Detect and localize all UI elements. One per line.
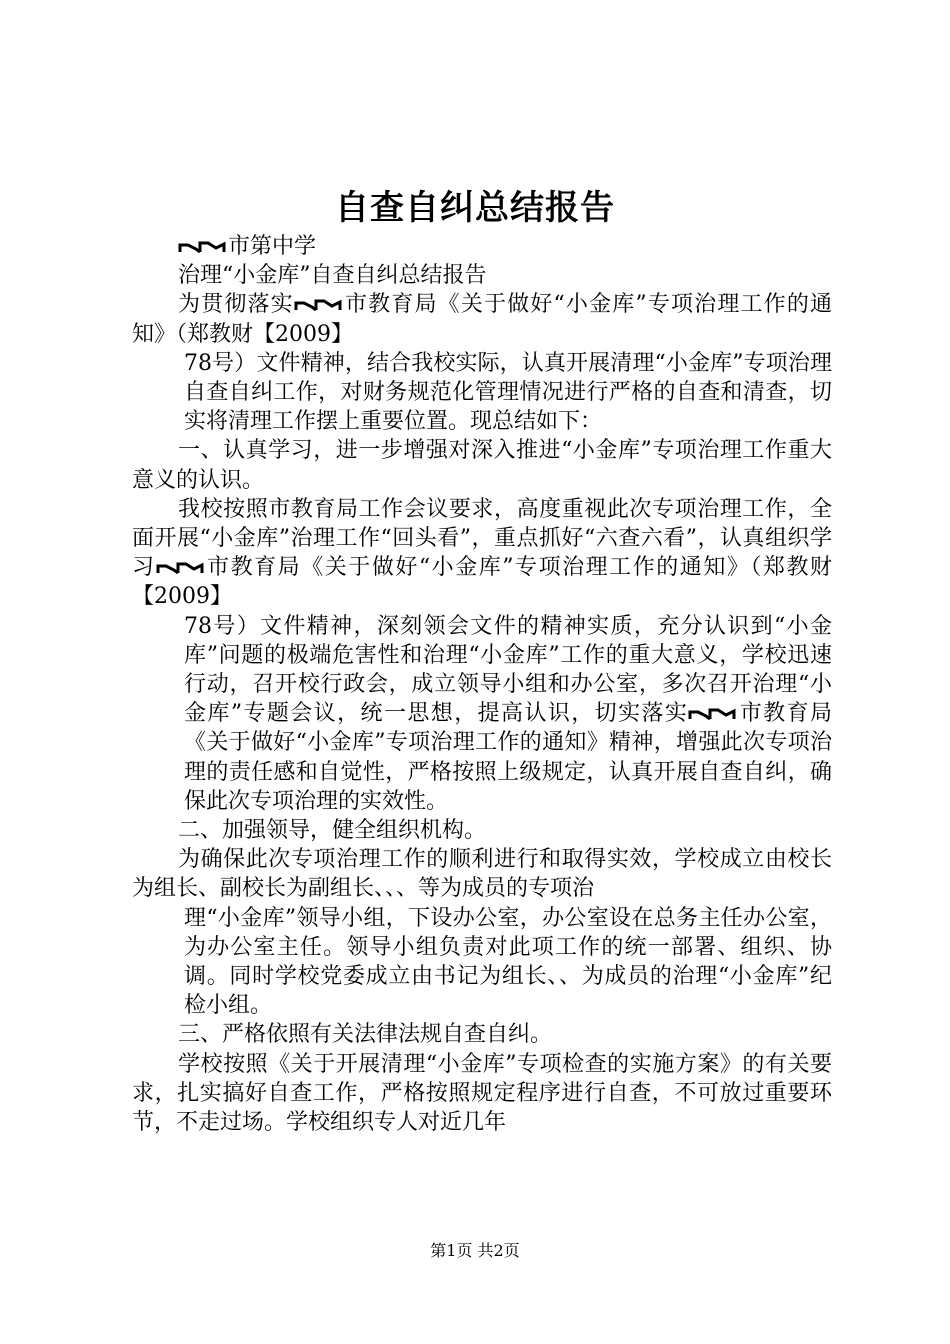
body-paragraph xyxy=(132,349,832,437)
redaction-mark-icon xyxy=(156,561,206,575)
body-paragraph xyxy=(132,612,832,816)
page-footer: 第1页 共2页 xyxy=(430,1241,520,1260)
redaction-mark-icon xyxy=(178,240,228,254)
redaction-mark-icon xyxy=(294,298,344,312)
paragraph-text: 治理“小金库”自查自纠总结报告 xyxy=(178,263,487,289)
paragraph-text: 我校按照市教育局工作会议要求，高度重视此次专项治理工作，全面开展“小金库”治理工作“回头看”，重点抓好“六查六看”，认真组织学习 xyxy=(132,496,832,581)
document-body xyxy=(132,232,832,1137)
paragraph-text: 二、加强领导，健全组织机构。 xyxy=(178,818,487,844)
body-paragraph xyxy=(132,495,832,612)
body-paragraph xyxy=(132,290,832,348)
paragraph-text: 市教育局《关于做好“小金库”专项治理工作的通知》（郑教财【2009】 xyxy=(132,555,832,610)
paragraph-text: 为贯彻落实 xyxy=(178,292,294,318)
body-paragraph xyxy=(132,261,832,290)
body-paragraph xyxy=(132,232,832,261)
body-paragraph xyxy=(132,816,832,845)
paragraph-text: 理“小金库”领导小组，下设办公室，办公室设在总务主任办公室，为办公室主任。领导小组负责对此项工作的统一部署、组织、协调。同时学校党委成立由书记为组长、、为成员的治理“小金库”纪检小组。 xyxy=(184,905,832,1019)
paragraph-text: 为确保此次专项治理工作的顺利进行和取得实效，学校成立由校长为组长、副校长为副组长、、、等为成员的专项治 xyxy=(132,847,832,902)
paragraph-text: 三、严格依照有关法律法规自查自纠。 xyxy=(178,1022,553,1048)
body-paragraph xyxy=(132,1020,832,1049)
paragraph-text: 一、认真学习，进一步增强对深入推进“小金库”专项治理工作重大意义的认识。 xyxy=(132,438,832,493)
paragraph-text: 市第中学 xyxy=(228,234,317,259)
paragraph-text: 78号）文件精神，深刻领会文件的精神实质，充分认识到“小金库”问题的极端危害性和治理“小金库”工作的重大意义，学校迅速行动，召开校行政会，成立领导小组和办公室，多次召开治理“小金库”专题会议，统一思想，提高认识，切实落实 xyxy=(184,613,832,727)
body-paragraph xyxy=(132,436,832,494)
paragraph-text: 学校按照《关于开展清理“小金库”专项检查的实施方案》的有关要求，扎实搞好自查工作，严格按照规定程序进行自查，不可放过重要环节，不走过场。学校组织专人对近几年 xyxy=(132,1051,832,1136)
body-paragraph xyxy=(132,904,832,1021)
paragraph-text: 市教育局《关于做好“小金库”专项治理工作的通知》（郑教财【2009】 xyxy=(132,292,832,347)
body-paragraph xyxy=(132,1050,832,1138)
redaction-mark-icon xyxy=(688,707,738,721)
body-paragraph xyxy=(132,845,832,903)
paragraph-text: 市教育局《关于做好“小金库”专项治理工作的通知》精神，增强此次专项治理的责任感和自觉性，严格按照上级规定，认真开展自查自纠，确保此次专项治理的实效性。 xyxy=(184,701,832,814)
document-title: 自查自纠总结报告 xyxy=(335,188,615,228)
paragraph-text: 78号）文件精神，结合我校实际，认真开展清理“小金库”专项治理自查自纠工作，对财务规范化管理情况进行严格的自查和清查，切实将清理工作摆上重要位置。现总结如下： xyxy=(184,350,832,435)
